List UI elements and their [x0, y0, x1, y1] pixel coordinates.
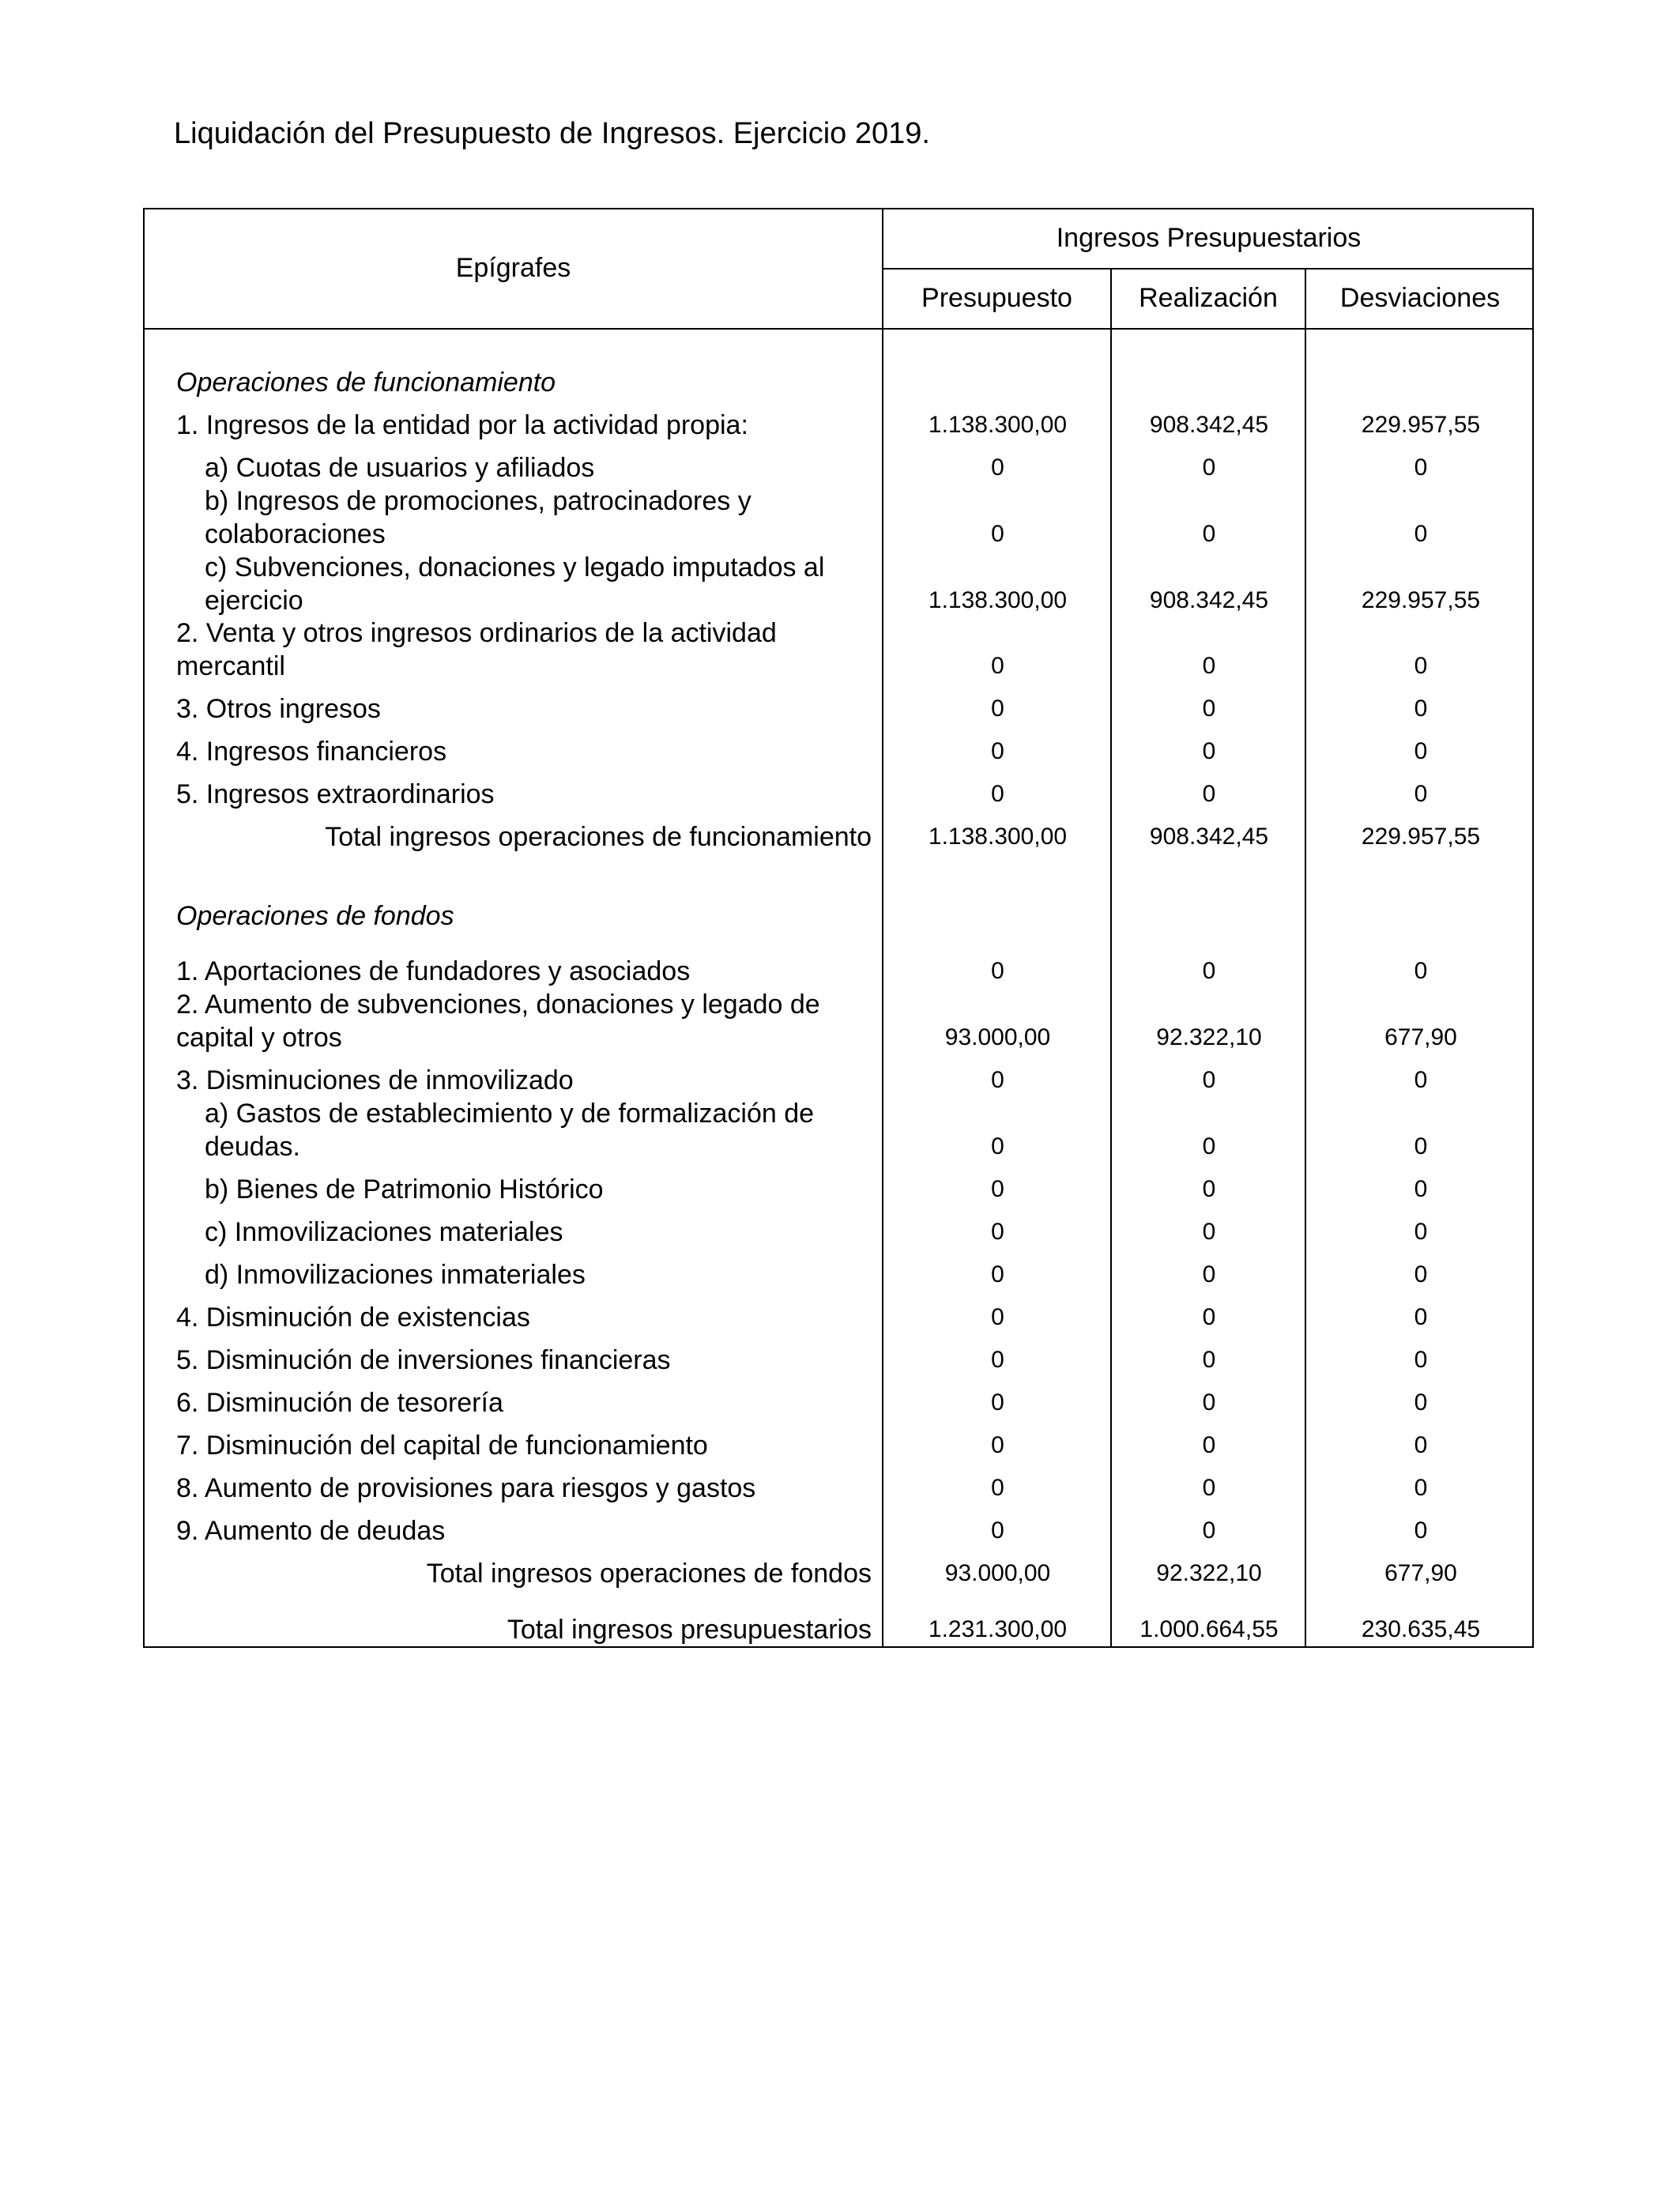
presupuesto-value: 0 — [991, 1261, 1004, 1287]
desviaciones-value: 677,90 — [1384, 1560, 1457, 1586]
grand-total-label: Total ingresos presupuestarios — [507, 1615, 872, 1645]
row-label: 1. Aportaciones de fundadores y asociados — [176, 956, 691, 986]
realizacion-value: 0 — [1202, 521, 1216, 547]
realizacion-value: 0 — [1202, 1261, 1216, 1287]
realizacion-value: 0 — [1202, 1517, 1216, 1544]
section-title: Operaciones de fondos — [176, 901, 454, 931]
header-bottom-line — [145, 328, 1534, 330]
row-label-continuation: ejercicio — [205, 586, 303, 616]
row-label: 2. Aumento de subvenciones, donaciones y legado de — [176, 990, 820, 1020]
realizacion-value: 92.322,10 — [1156, 1024, 1262, 1050]
presupuesto-value: 0 — [991, 653, 1004, 679]
desviaciones-value: 0 — [1414, 738, 1428, 764]
desviaciones-value: 0 — [1414, 454, 1428, 481]
epigrafes-header: Epígrafes — [455, 253, 571, 283]
realizacion-value: 0 — [1202, 454, 1216, 481]
realizacion-value: 0 — [1202, 1219, 1216, 1245]
desviaciones-value: 0 — [1414, 1219, 1428, 1245]
row-label-continuation: capital y otros — [176, 1023, 342, 1053]
row-label: 5. Disminución de inversiones financieras — [176, 1345, 671, 1375]
presupuesto-value: 0 — [991, 1517, 1004, 1544]
realizacion-value: 1.000.664,55 — [1139, 1616, 1279, 1642]
presupuesto-value: 0 — [991, 1432, 1004, 1458]
desviaciones-value: 0 — [1414, 1067, 1428, 1093]
desviaciones-value: 0 — [1414, 958, 1428, 984]
row-label-continuation: colaboraciones — [205, 519, 386, 549]
section-title: Operaciones de funcionamiento — [176, 368, 556, 398]
section-total-label: Total ingresos operaciones de funcionamiento — [325, 822, 872, 852]
desviaciones-value: 677,90 — [1384, 1024, 1457, 1050]
presupuesto-value: 0 — [991, 1347, 1004, 1373]
desviaciones-header: Desviaciones — [1339, 283, 1501, 313]
presupuesto-value: 0 — [991, 696, 1004, 722]
row-label: 5. Ingresos extraordinarios — [176, 779, 495, 809]
presupuesto-value: 1.138.300,00 — [928, 824, 1068, 850]
row-label: 4. Ingresos financieros — [176, 737, 447, 767]
realizacion-value: 0 — [1202, 738, 1216, 764]
row-label: b) Bienes de Patrimonio Histórico — [205, 1174, 604, 1204]
presupuesto-value: 0 — [991, 454, 1004, 481]
row-label: d) Inmovilizaciones inmateriales — [205, 1260, 586, 1290]
desviaciones-value: 0 — [1414, 1133, 1428, 1159]
desviaciones-value: 0 — [1414, 1432, 1428, 1458]
row-label: 3. Disminuciones de inmovilizado — [176, 1065, 574, 1095]
realizacion-value: 0 — [1202, 696, 1216, 722]
desviaciones-value: 0 — [1414, 1517, 1428, 1544]
presupuesto-value: 1.231.300,00 — [928, 1616, 1068, 1642]
section-total-label: Total ingresos operaciones de fondos — [426, 1559, 872, 1589]
presupuesto-value: 0 — [991, 738, 1004, 764]
row-label: a) Cuotas de usuarios y afiliados — [205, 453, 595, 483]
realizacion-header: Realización — [1139, 283, 1278, 313]
desviaciones-value: 0 — [1414, 1261, 1428, 1287]
desviaciones-value: 0 — [1414, 1347, 1428, 1373]
row-label-continuation: mercantil — [176, 651, 285, 681]
presupuesto-value: 0 — [991, 1475, 1004, 1501]
ingresos-presupuestarios-header: Ingresos Presupuestarios — [1056, 223, 1362, 253]
realizacion-value: 0 — [1202, 781, 1216, 807]
row-label: 6. Disminución de tesorería — [176, 1388, 503, 1418]
desviaciones-value: 229.957,55 — [1361, 824, 1481, 850]
presupuesto-value: 0 — [991, 1389, 1004, 1416]
presupuesto-value: 1.138.300,00 — [928, 587, 1068, 613]
presupuesto-value: 0 — [991, 781, 1004, 807]
row-label: a) Gastos de establecimiento y de formalización de — [205, 1099, 815, 1129]
desviaciones-value: 0 — [1414, 781, 1428, 807]
presupuesto-header: Presupuesto — [921, 283, 1072, 313]
row-label-continuation: deudas. — [205, 1132, 300, 1162]
desviaciones-value: 0 — [1414, 1475, 1428, 1501]
realizacion-value: 908.342,45 — [1149, 824, 1269, 850]
row-label: b) Ingresos de promociones, patrocinadores y — [205, 486, 751, 516]
presupuesto-value: 0 — [991, 1219, 1004, 1245]
desviaciones-value: 229.957,55 — [1361, 412, 1481, 438]
realizacion-value: 0 — [1202, 1347, 1216, 1373]
row-label: c) Subvenciones, donaciones y legado imputados al — [205, 552, 825, 582]
desviaciones-value: 0 — [1414, 653, 1428, 679]
realizacion-value: 0 — [1202, 958, 1216, 984]
presupuesto-value: 1.138.300,00 — [928, 412, 1068, 438]
presupuesto-value: 0 — [991, 1133, 1004, 1159]
budget-table — [143, 208, 1534, 1648]
row-label: 3. Otros ingresos — [176, 694, 381, 724]
row-label: 4. Disminución de existencias — [176, 1302, 530, 1333]
row-label: 7. Disminución del capital de funcionamiento — [176, 1431, 708, 1461]
realizacion-value: 908.342,45 — [1149, 587, 1269, 613]
realizacion-value: 92.322,10 — [1156, 1560, 1262, 1586]
desviaciones-value: 230.635,45 — [1361, 1616, 1481, 1642]
header-divider — [883, 268, 1534, 270]
desviaciones-value: 0 — [1414, 521, 1428, 547]
row-label: 2. Venta y otros ingresos ordinarios de la actividad — [176, 618, 777, 648]
page-title: Liquidación del Presupuesto de Ingresos. Ejercicio 2019. — [174, 117, 930, 150]
realizacion-value: 0 — [1202, 1133, 1216, 1159]
realizacion-value: 0 — [1202, 1432, 1216, 1458]
desviaciones-value: 0 — [1414, 696, 1428, 722]
realizacion-value: 908.342,45 — [1149, 412, 1269, 438]
realizacion-value: 0 — [1202, 1389, 1216, 1416]
desviaciones-value: 0 — [1414, 1176, 1428, 1202]
row-label: 9. Aumento de deudas — [176, 1516, 446, 1546]
row-label: c) Inmovilizaciones materiales — [205, 1217, 563, 1247]
row-label: 1. Ingresos de la entidad por la actividad propia: — [176, 410, 748, 440]
presupuesto-value: 93.000,00 — [944, 1024, 1051, 1050]
presupuesto-value: 0 — [991, 521, 1004, 547]
row-label: 8. Aumento de provisiones para riesgos y gastos — [176, 1473, 756, 1503]
presupuesto-value: 0 — [991, 958, 1004, 984]
desviaciones-value: 229.957,55 — [1361, 587, 1481, 613]
presupuesto-value: 0 — [991, 1304, 1004, 1330]
desviaciones-value: 0 — [1414, 1304, 1428, 1330]
presupuesto-value: 93.000,00 — [944, 1560, 1051, 1586]
presupuesto-value: 0 — [991, 1176, 1004, 1202]
realizacion-value: 0 — [1202, 653, 1216, 679]
desviaciones-value: 0 — [1414, 1389, 1428, 1416]
realizacion-value: 0 — [1202, 1067, 1216, 1093]
realizacion-value: 0 — [1202, 1475, 1216, 1501]
presupuesto-value: 0 — [991, 1067, 1004, 1093]
realizacion-value: 0 — [1202, 1176, 1216, 1202]
realizacion-value: 0 — [1202, 1304, 1216, 1330]
